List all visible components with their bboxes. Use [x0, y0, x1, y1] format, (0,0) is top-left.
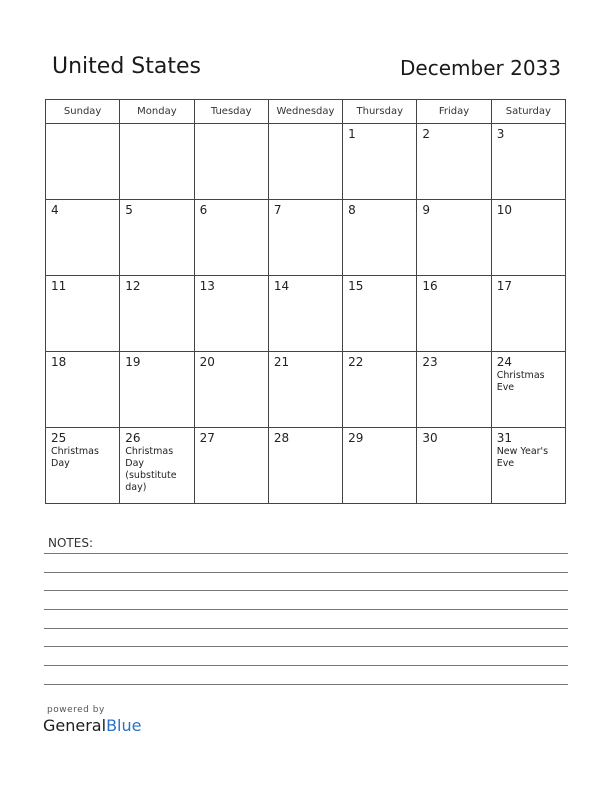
day-cell[interactable]	[46, 124, 120, 200]
day-cell[interactable]	[417, 352, 491, 428]
day-number: 31	[496, 431, 512, 445]
day-number: 8	[348, 203, 356, 217]
day-cell[interactable]	[268, 428, 342, 504]
note-line	[44, 609, 568, 610]
day-cell[interactable]	[491, 352, 565, 428]
day-number: 27	[199, 431, 215, 445]
day-number: 1	[348, 127, 356, 141]
holiday-label: Christmas Day	[51, 446, 99, 469]
day-cell[interactable]	[194, 200, 268, 276]
day-cell[interactable]	[491, 276, 565, 352]
day-cell[interactable]	[268, 200, 342, 276]
day-cell[interactable]	[417, 124, 491, 200]
country-title: United States	[52, 54, 201, 79]
note-line	[44, 572, 568, 573]
day-cell[interactable]	[120, 276, 194, 352]
day-number: 22	[348, 355, 364, 369]
day-number: 20	[199, 355, 215, 369]
day-number: 5	[125, 203, 133, 217]
weekday-header: Monday	[120, 100, 194, 124]
day-cell[interactable]	[120, 428, 194, 504]
day-cell[interactable]	[417, 428, 491, 504]
weekday-header: Wednesday	[268, 100, 342, 124]
day-cell[interactable]	[417, 276, 491, 352]
day-cell[interactable]	[343, 352, 417, 428]
notes-label: NOTES:	[48, 536, 93, 550]
day-cell[interactable]	[46, 276, 120, 352]
note-line	[44, 684, 568, 685]
day-number: 21	[273, 355, 290, 369]
logo-text-blue: Blue	[106, 716, 142, 735]
day-number: 17	[496, 279, 512, 293]
note-line	[44, 553, 568, 554]
day-cell[interactable]	[491, 200, 565, 276]
holiday-label: Christmas Eve	[496, 370, 545, 393]
day-number: 29	[348, 431, 364, 445]
day-cell[interactable]	[120, 124, 194, 200]
day-number: 18	[51, 355, 67, 369]
generalblue-logo[interactable]	[43, 716, 141, 735]
day-number: 30	[422, 431, 438, 445]
month-title: December 2033	[400, 56, 561, 80]
weekday-header: Sunday	[46, 100, 120, 124]
holiday-label: Christmas Day (substitute day)	[125, 446, 177, 493]
holiday-label: New Year's Eve	[496, 446, 549, 469]
day-number: 6	[199, 203, 208, 217]
weekday-header: Friday	[417, 100, 491, 124]
powered-by-text: powered by	[47, 705, 105, 715]
day-cell[interactable]	[120, 200, 194, 276]
day-cell[interactable]	[194, 276, 268, 352]
day-number: 16	[422, 279, 438, 293]
day-cell[interactable]	[46, 352, 120, 428]
weekday-header-row	[46, 100, 566, 124]
week-row	[46, 124, 566, 200]
week-row	[46, 276, 566, 352]
weekday-header: Tuesday	[194, 100, 268, 124]
day-number: 24	[496, 355, 512, 369]
day-number: 7	[273, 203, 282, 217]
day-number: 10	[496, 203, 512, 217]
calendar-body	[46, 124, 566, 504]
day-number: 4	[51, 203, 59, 217]
day-cell[interactable]	[268, 352, 342, 428]
day-cell[interactable]	[194, 428, 268, 504]
week-row	[46, 352, 566, 428]
note-line	[44, 665, 568, 666]
day-number: 14	[273, 279, 290, 293]
day-cell[interactable]	[194, 352, 268, 428]
day-number: 23	[422, 355, 438, 369]
day-cell[interactable]	[343, 200, 417, 276]
day-number: 25	[51, 431, 67, 445]
day-cell[interactable]	[46, 428, 120, 504]
day-number: 19	[125, 355, 141, 369]
day-cell[interactable]	[343, 276, 417, 352]
day-number: 11	[51, 279, 67, 293]
day-number: 9	[422, 203, 431, 217]
day-cell[interactable]	[120, 352, 194, 428]
weekday-header: Saturday	[491, 100, 565, 124]
weekday-header: Thursday	[343, 100, 417, 124]
day-cell[interactable]	[491, 428, 565, 504]
day-cell[interactable]	[46, 200, 120, 276]
day-number: 26	[125, 431, 141, 445]
day-number: 15	[348, 279, 364, 293]
day-number: 28	[273, 431, 290, 445]
calendar-grid	[45, 99, 566, 504]
week-row	[46, 428, 566, 504]
note-line	[44, 590, 568, 591]
day-cell[interactable]	[343, 428, 417, 504]
note-line	[44, 646, 568, 647]
day-cell[interactable]	[268, 124, 342, 200]
day-number: 3	[496, 127, 505, 141]
day-cell[interactable]	[194, 124, 268, 200]
day-number: 13	[199, 279, 215, 293]
day-cell[interactable]	[343, 124, 417, 200]
week-row	[46, 200, 566, 276]
day-number: 12	[125, 279, 141, 293]
day-cell[interactable]	[268, 276, 342, 352]
day-cell[interactable]	[491, 124, 565, 200]
note-line	[44, 628, 568, 629]
day-cell[interactable]	[417, 200, 491, 276]
logo-text-general: General	[43, 716, 107, 735]
day-number: 2	[422, 127, 431, 141]
